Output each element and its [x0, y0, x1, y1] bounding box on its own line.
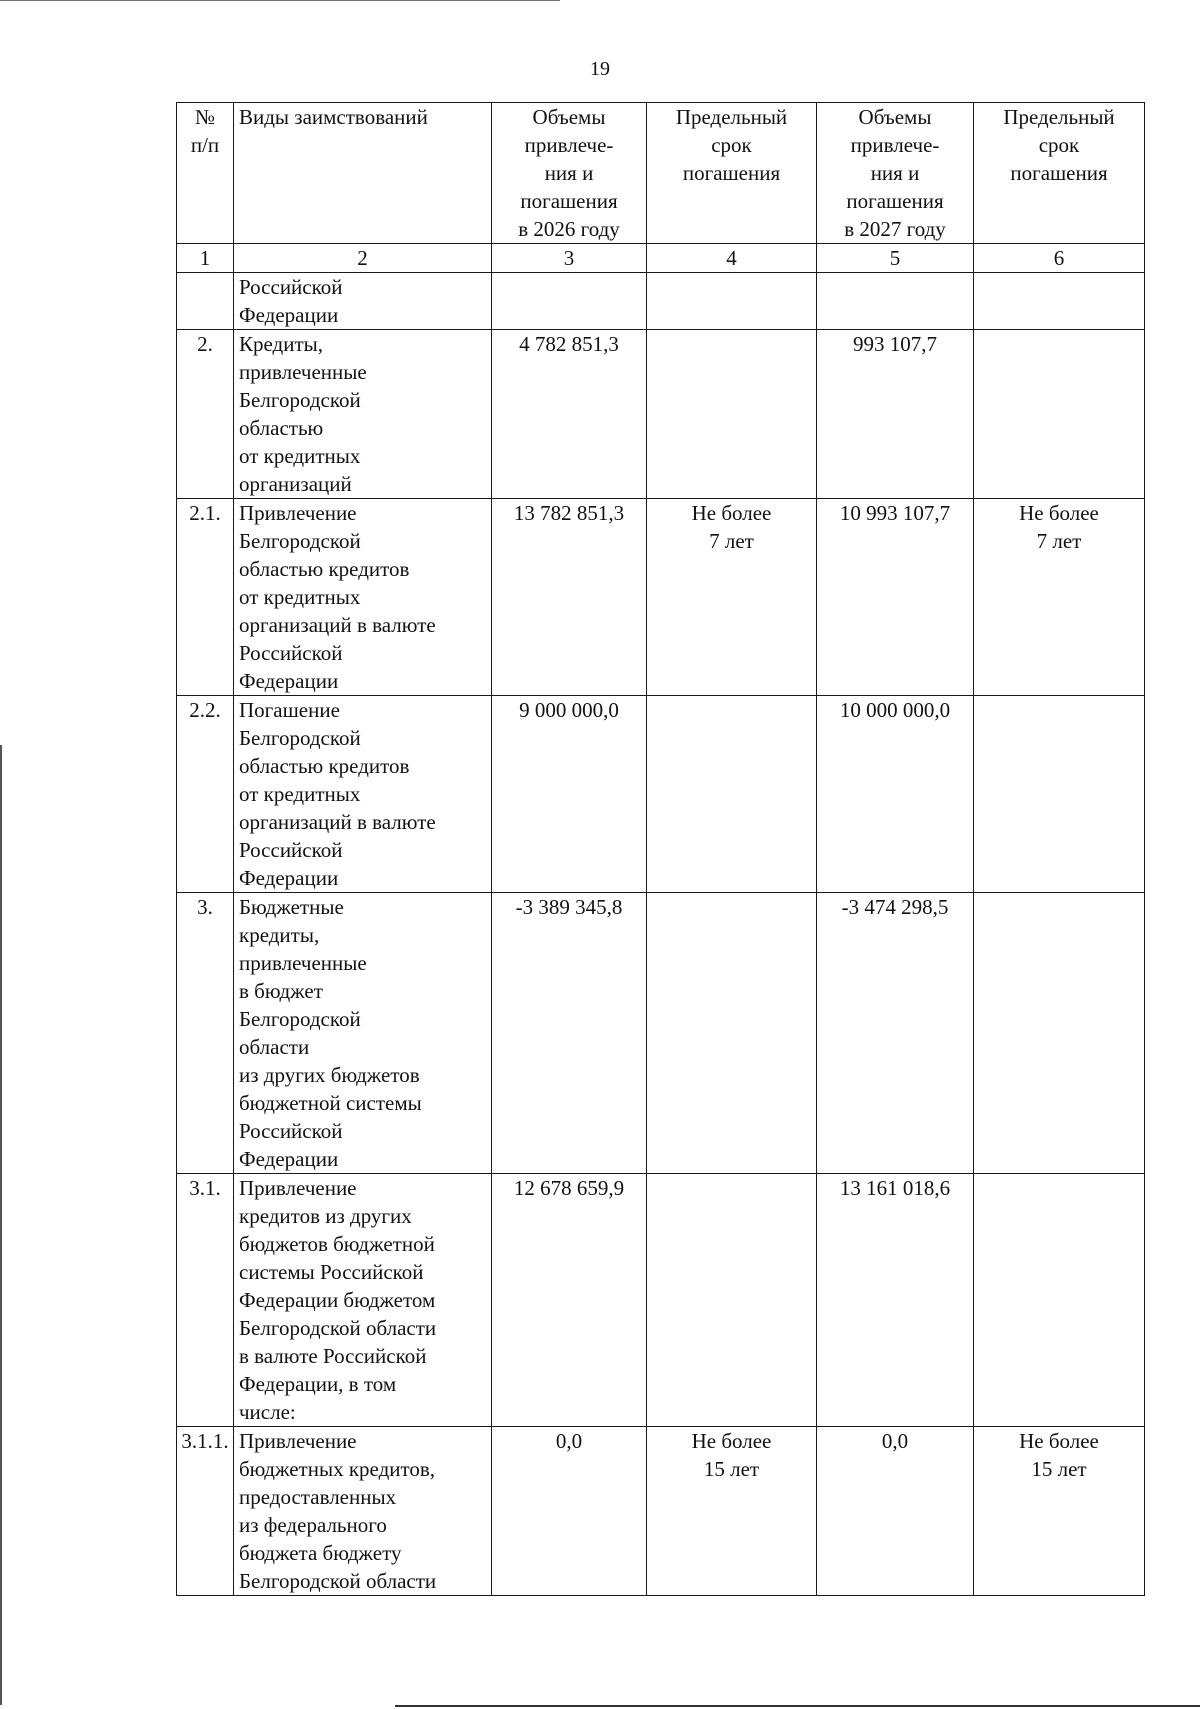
row-volume-2026: 13 782 851,3 [492, 499, 647, 696]
header-volume-2027: Объемы привлече- ния и погашения в 2027 году [817, 103, 974, 244]
row-volume-2026: 4 782 851,3 [492, 330, 647, 499]
row-term-2026 [647, 893, 817, 1174]
header-number: № п/п [177, 103, 234, 244]
row-volume-2026 [492, 273, 647, 330]
row-borrowing-type: Привлечение Белгородской областью кредитов от кредитных организаций в валюте Российской Федерации [234, 499, 492, 696]
table-row [177, 893, 1145, 1174]
row-term-2026 [647, 1174, 817, 1427]
row-term-2027 [974, 330, 1145, 499]
row-number: 2.2. [177, 696, 234, 893]
table-header-row [177, 103, 1145, 244]
row-term-2027 [974, 893, 1145, 1174]
row-volume-2027: 0,0 [817, 1427, 974, 1596]
row-number [177, 273, 234, 330]
column-number: 1 [177, 244, 234, 273]
row-number: 3.1.1. [177, 1427, 234, 1596]
column-number: 4 [647, 244, 817, 273]
row-volume-2027: 13 161 018,6 [817, 1174, 974, 1427]
row-term-2026 [647, 330, 817, 499]
table-row [177, 1427, 1145, 1596]
row-term-2027 [974, 696, 1145, 893]
row-volume-2026: 0,0 [492, 1427, 647, 1596]
table-row [177, 499, 1145, 696]
row-number: 2. [177, 330, 234, 499]
row-term-2027: Не более 15 лет [974, 1427, 1145, 1596]
row-borrowing-type: Российской Федерации [234, 273, 492, 330]
table-row [177, 1174, 1145, 1427]
table-row [177, 330, 1145, 499]
row-volume-2027 [817, 273, 974, 330]
row-borrowing-type: Кредиты, привлеченные Белгородской областью от кредитных организаций [234, 330, 492, 499]
row-term-2027 [974, 273, 1145, 330]
row-term-2026: Не более 7 лет [647, 499, 817, 696]
header-term-2027: Предельный срок погашения [974, 103, 1145, 244]
page-number: 19 [590, 58, 610, 80]
scan-artifact-left-edge [0, 745, 2, 1705]
header-borrowing-type: Виды заимствований [234, 103, 492, 244]
column-number: 6 [974, 244, 1145, 273]
header-volume-2026: Объемы привлече- ния и погашения в 2026 году [492, 103, 647, 244]
row-number: 3.1. [177, 1174, 234, 1427]
scan-artifact-top-line [0, 0, 560, 1]
column-number-row [177, 244, 1145, 273]
row-volume-2026: 9 000 000,0 [492, 696, 647, 893]
column-number: 5 [817, 244, 974, 273]
row-borrowing-type: Бюджетные кредиты, привлеченные в бюджет Белгородской области из других бюджетов бюджетной системы Российской Федерации [234, 893, 492, 1174]
row-volume-2026: -3 389 345,8 [492, 893, 647, 1174]
row-number: 2.1. [177, 499, 234, 696]
scan-artifact-bottom-line [395, 1705, 1200, 1707]
borrowings-table [176, 102, 1145, 1596]
column-number: 2 [234, 244, 492, 273]
column-number: 3 [492, 244, 647, 273]
row-volume-2027: 10 993 107,7 [817, 499, 974, 696]
row-volume-2027: 10 000 000,0 [817, 696, 974, 893]
header-term-2026: Предельный срок погашения [647, 103, 817, 244]
table-row [177, 696, 1145, 893]
row-term-2027 [974, 1174, 1145, 1427]
row-borrowing-type: Привлечение кредитов из других бюджетов бюджетной системы Российской Федерации бюджетом Белгородской области в валюте Российской Федерации, в том числе: [234, 1174, 492, 1427]
row-number: 3. [177, 893, 234, 1174]
table-row [177, 273, 1145, 330]
row-borrowing-type: Погашение Белгородской областью кредитов от кредитных организаций в валюте Российской Федерации [234, 696, 492, 893]
row-term-2026 [647, 273, 817, 330]
row-term-2027: Не более 7 лет [974, 499, 1145, 696]
row-borrowing-type: Привлечение бюджетных кредитов, предоставленных из федерального бюджета бюджету Белгородской области [234, 1427, 492, 1596]
row-volume-2026: 12 678 659,9 [492, 1174, 647, 1427]
row-term-2026 [647, 696, 817, 893]
row-volume-2027: -3 474 298,5 [817, 893, 974, 1174]
row-volume-2027: 993 107,7 [817, 330, 974, 499]
row-term-2026: Не более 15 лет [647, 1427, 817, 1596]
